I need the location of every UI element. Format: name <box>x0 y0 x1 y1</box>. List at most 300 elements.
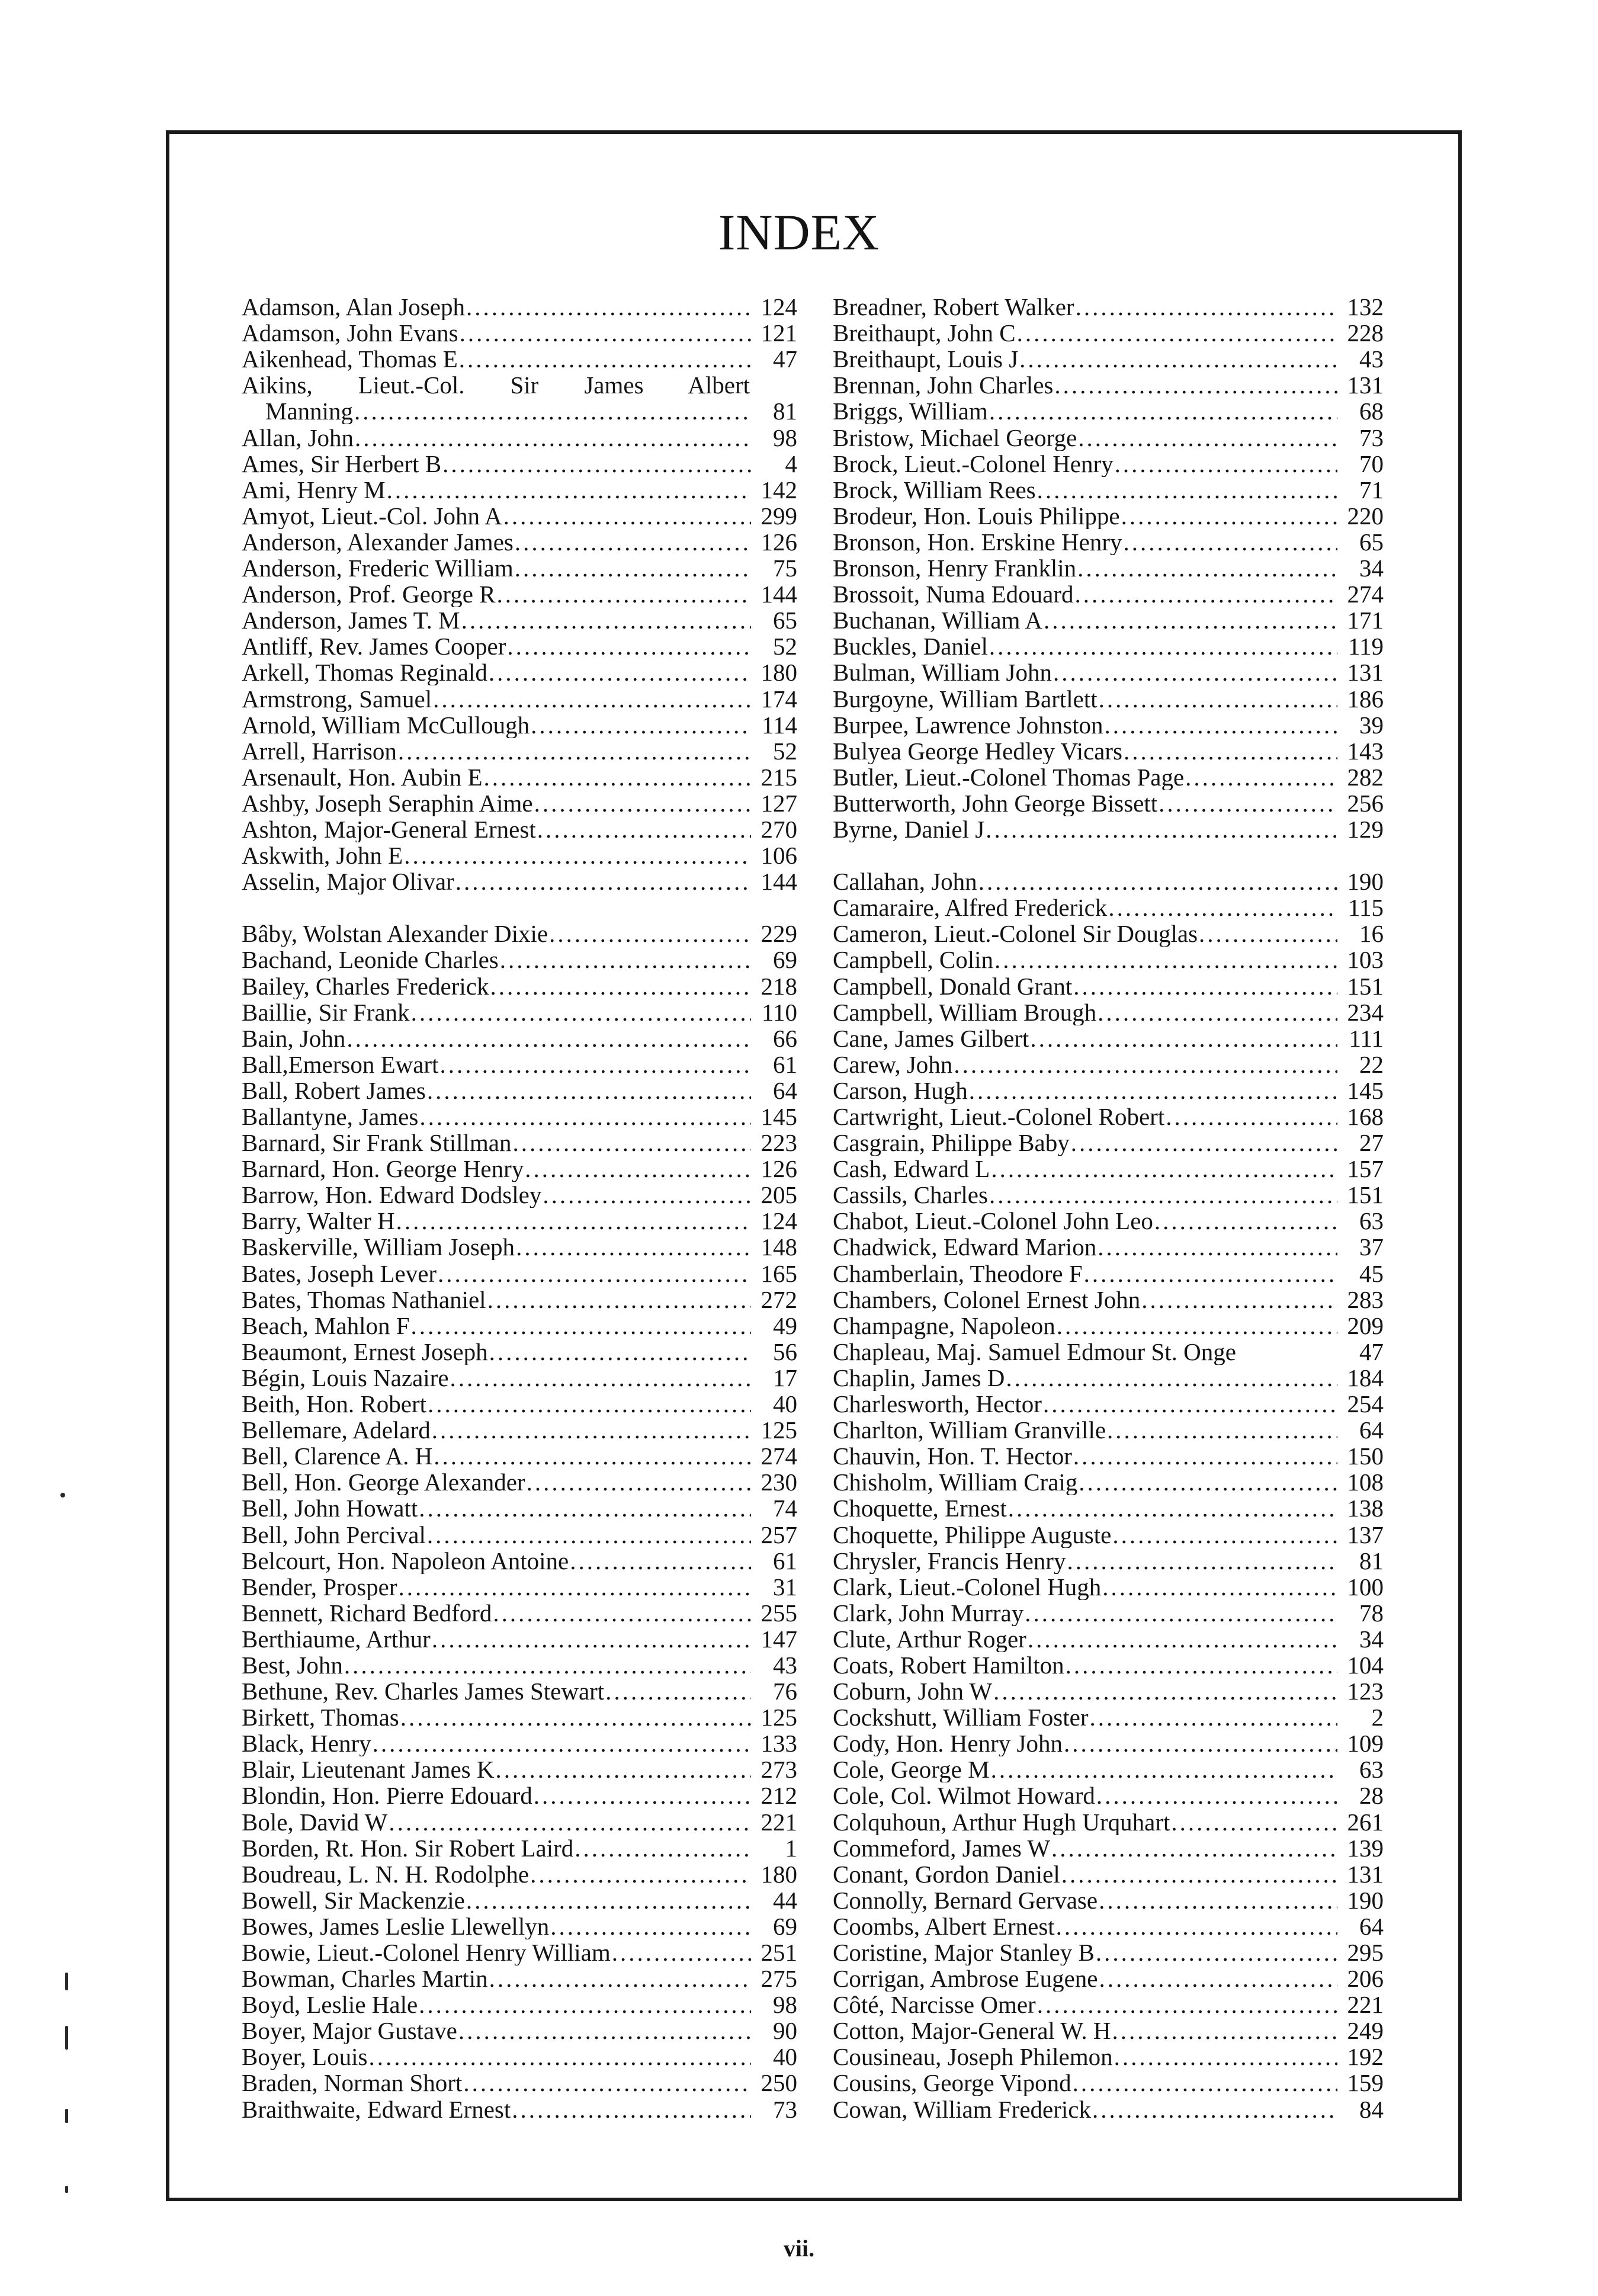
entry-name: Ball, Robert James <box>242 1077 426 1104</box>
entry-page-number: 52 <box>773 633 797 660</box>
entry-name: Casgrain, Philippe Baby <box>833 1130 1070 1156</box>
entry-page-number: 148 <box>761 1234 797 1261</box>
dot-leader <box>389 1809 751 1835</box>
page-number: vii. <box>783 2235 815 2262</box>
index-entry <box>242 764 797 790</box>
entry-name: Berthiaume, Arthur <box>242 1625 431 1652</box>
dot-leader <box>530 1861 751 1887</box>
index-entry <box>833 1652 1384 1678</box>
entry-name: Blondin, Hon. Pierre Edouard <box>242 1782 532 1809</box>
dot-leader <box>991 1756 1337 1782</box>
entry-page-number: 218 <box>761 973 797 999</box>
index-entry <box>242 1391 797 1417</box>
index-entry <box>242 738 797 764</box>
dot-leader <box>531 712 751 738</box>
index-entry <box>242 477 797 503</box>
index-entry <box>833 2044 1384 2070</box>
dot-leader <box>515 529 751 555</box>
entry-page-number: 256 <box>1347 790 1384 816</box>
index-entry <box>833 1548 1384 1574</box>
entry-name: Bowman, Charles Martin <box>242 1965 488 1992</box>
entry-name: Bâby, Wolstan Alexander Dixie <box>242 921 548 947</box>
index-entry <box>833 1965 1384 1992</box>
entry-page-number: 34 <box>1359 1625 1384 1652</box>
entry-page-number: 129 <box>1347 816 1384 842</box>
entry-name: Bristow, Michael George <box>833 424 1077 451</box>
entry-page-number: 221 <box>761 1808 797 1835</box>
entry-page-number: 56 <box>773 1338 797 1365</box>
entry-name: Bell, Hon. George Alexander <box>242 1469 525 1496</box>
dot-leader <box>1078 425 1337 451</box>
entry-name: Conant, Gordon Daniel <box>833 1861 1060 1887</box>
entry-page-number: 121 <box>761 320 797 347</box>
dot-leader <box>355 425 751 451</box>
scan-speck <box>60 1493 65 1497</box>
entry-page-number: 4 <box>785 450 797 477</box>
entry-name: Anderson, Alexander James <box>242 528 514 555</box>
index-column-right <box>833 294 1384 2122</box>
entry-page-number: 215 <box>761 764 797 790</box>
entry-name: Cockshutt, William Foster <box>833 1704 1089 1731</box>
index-entry <box>833 1600 1384 1626</box>
dot-leader <box>534 1782 751 1808</box>
index-entry <box>242 1652 797 1678</box>
entry-page-number: 64 <box>773 1077 797 1104</box>
index-entry <box>833 1835 1384 1861</box>
entry-name: Braithwaite, Edward Ernest <box>242 2096 511 2122</box>
entry-name: Bethune, Rev. Charles James Stewart <box>242 1678 605 1705</box>
dot-leader <box>575 1835 751 1861</box>
entry-name: Brennan, John Charles <box>833 372 1054 399</box>
index-entry <box>833 1756 1384 1782</box>
entry-page-number: 22 <box>1359 1051 1384 1078</box>
dot-leader <box>1066 1652 1337 1678</box>
dot-leader <box>550 1913 751 1939</box>
entry-name: Black, Henry <box>242 1730 371 1757</box>
entry-name: Ashby, Joseph Seraphin Aime <box>242 790 533 816</box>
entry-name: Cartwright, Lieut.-Colonel Robert <box>833 1103 1165 1130</box>
entry-name: Bell, John Percival <box>242 1521 426 1548</box>
entry-page-number: 114 <box>762 711 797 738</box>
entry-page-number: 151 <box>1347 1182 1384 1208</box>
index-entry <box>242 1626 797 1652</box>
entry-name: Butterworth, John George Bissett <box>833 790 1158 816</box>
entry-page-number: 63 <box>1359 1756 1384 1783</box>
entry-page-number: 230 <box>761 1469 797 1496</box>
index-entry <box>242 685 797 711</box>
entry-page-number: 126 <box>761 1156 797 1182</box>
entry-page-number: 228 <box>1347 320 1384 347</box>
entry-page-number: 52 <box>773 737 797 764</box>
entry-page-number: 180 <box>761 1861 797 1887</box>
entry-name: Barnard, Hon. George Henry <box>242 1156 524 1182</box>
index-entry <box>242 1756 797 1782</box>
index-entry <box>833 1992 1384 2018</box>
index-entry <box>242 1965 797 1992</box>
entry-page-number: 40 <box>773 2044 797 2070</box>
dot-leader <box>1061 1861 1337 1887</box>
dot-leader <box>543 1182 751 1208</box>
entry-page-number: 61 <box>773 1051 797 1078</box>
entry-name: Bulman, William John <box>833 659 1053 686</box>
dot-leader <box>1054 372 1337 398</box>
entry-page-number: 275 <box>761 1965 797 1992</box>
entry-name: Commeford, James W <box>833 1835 1051 1861</box>
dot-leader <box>459 346 751 372</box>
entry-page-number: 295 <box>1347 1939 1384 1965</box>
entry-name: Bronson, Henry Franklin <box>833 554 1077 582</box>
entry-page-number: 229 <box>761 921 797 947</box>
entry-page-number: 138 <box>1347 1495 1384 1522</box>
index-entry <box>242 424 797 450</box>
entry-page-number: 125 <box>761 1704 797 1731</box>
entry-page-number: 110 <box>762 999 797 1025</box>
index-entry <box>833 451 1384 477</box>
entry-page-number: 143 <box>1347 737 1384 764</box>
entry-page-number: 206 <box>1347 1965 1384 1992</box>
dot-leader <box>368 2044 751 2070</box>
dot-leader <box>1051 1835 1337 1861</box>
entry-page-number: 68 <box>1359 398 1384 425</box>
entry-name: Bell, John Howatt <box>242 1495 418 1522</box>
entry-name: Colquhoun, Arthur Hugh Urquhart <box>833 1808 1170 1835</box>
entry-page-number: 47 <box>773 346 797 373</box>
entry-page-number: 119 <box>1348 633 1384 660</box>
entry-name: Bowell, Sir Mackenzie <box>242 1887 465 1913</box>
index-entry <box>242 529 797 555</box>
entry-name: Chapleau, Maj. Samuel Edmour St. Onge <box>833 1338 1236 1365</box>
entry-page-number: 145 <box>1347 1077 1384 1104</box>
entry-name: Cane, James Gilbert <box>833 1025 1029 1051</box>
entry-name: Best, John <box>242 1652 343 1678</box>
dot-leader <box>954 1051 1337 1078</box>
entry-page-number: 234 <box>1347 999 1384 1025</box>
entry-page-number: 270 <box>761 816 797 842</box>
entry-name: Adamson, Alan Joseph <box>242 294 465 320</box>
dot-leader <box>1017 320 1337 346</box>
entry-name: Antliff, Rev. James Cooper <box>242 633 506 660</box>
index-entry <box>242 1130 797 1156</box>
entry-name: Cameron, Lieut.-Colonel Sir Douglas <box>833 921 1198 947</box>
entry-name: Chambers, Colonel Ernest John <box>833 1286 1141 1313</box>
dot-leader <box>427 1522 751 1548</box>
index-entry <box>242 1443 797 1469</box>
index-entry <box>242 1678 797 1704</box>
index-entry <box>242 372 797 398</box>
index-entry <box>833 294 1384 320</box>
scan-speck <box>65 2186 68 2193</box>
entry-name: Corrigan, Ambrose Eugene <box>833 1965 1098 1992</box>
index-entry <box>242 1600 797 1626</box>
entry-page-number: 65 <box>773 607 797 634</box>
entry-name: Campbell, Donald Grant <box>833 973 1073 999</box>
index-entry <box>242 1861 797 1887</box>
index-entry <box>833 738 1384 764</box>
index-entry <box>833 2070 1384 2096</box>
entry-page-number: 115 <box>1348 894 1384 921</box>
entry-name: Allan, John <box>242 424 354 451</box>
dot-leader <box>463 2070 751 2096</box>
dot-leader <box>411 1313 751 1339</box>
index-entry <box>242 2070 797 2096</box>
entry-name: Blair, Lieutenant James K <box>242 1756 495 1783</box>
dot-leader <box>549 921 751 947</box>
dot-leader <box>1037 477 1337 503</box>
dot-leader <box>1073 2070 1337 2096</box>
index-entry <box>833 1104 1384 1130</box>
entry-name: Ball,Emerson Ewart <box>242 1051 439 1078</box>
entry-name: Campbell, William Brough <box>833 999 1097 1025</box>
entry-page-number: 78 <box>1359 1599 1384 1626</box>
dot-leader <box>1102 1574 1337 1600</box>
entry-name: Carew, John <box>833 1051 953 1078</box>
entry-name: Brodeur, Hon. Louis Philippe <box>833 502 1120 529</box>
dot-leader <box>1098 1234 1337 1260</box>
entry-page-number: 255 <box>761 1599 797 1626</box>
entry-page-number: 90 <box>773 2018 797 2044</box>
dot-leader <box>442 451 751 477</box>
entry-page-number: 254 <box>1347 1390 1384 1418</box>
entry-name: Ami, Henry M <box>242 476 386 503</box>
index-entry <box>833 1808 1384 1835</box>
entry-page-number: 147 <box>761 1625 797 1652</box>
dot-leader <box>398 738 751 764</box>
dot-leader <box>1099 1887 1337 1913</box>
dot-leader <box>458 2018 751 2044</box>
dot-leader <box>1105 712 1337 738</box>
index-entry <box>242 1104 797 1130</box>
index-entry <box>833 973 1384 999</box>
dot-leader <box>1077 555 1337 581</box>
index-entry <box>242 1208 797 1234</box>
index-entry <box>833 1182 1384 1208</box>
entry-page-number: 104 <box>1347 1652 1384 1678</box>
dot-leader <box>1028 1626 1337 1652</box>
index-entry <box>242 1469 797 1495</box>
dot-leader <box>994 947 1337 973</box>
entry-name: Braden, Norman Short <box>242 2070 463 2096</box>
entry-name: Boyer, Major Gustave <box>242 2018 457 2044</box>
dot-leader <box>1043 1391 1337 1417</box>
index-entry <box>833 320 1384 346</box>
entry-name: Bennett, Richard Bedford <box>242 1599 492 1626</box>
index-entry <box>833 1626 1384 1652</box>
entry-name: Bates, Joseph Lever <box>242 1260 437 1287</box>
index-entry <box>242 1313 797 1339</box>
entry-page-number: 157 <box>1347 1156 1384 1182</box>
dot-leader <box>373 1730 751 1756</box>
entry-page-number: 125 <box>761 1417 797 1444</box>
entry-name: Bulyea George Hedley Vicars <box>833 737 1122 764</box>
index-entry <box>242 1339 797 1365</box>
entry-name: Bowie, Lieut.-Colonel Henry William <box>242 1939 611 1965</box>
entry-page-number: 106 <box>761 842 797 869</box>
index-entry <box>242 1548 797 1574</box>
entry-name: Baillie, Sir Frank <box>242 999 410 1025</box>
entry-page-number: 109 <box>1347 1730 1384 1757</box>
dot-leader <box>487 1287 751 1313</box>
index-entry <box>833 764 1384 790</box>
entry-name: Brock, Lieut.-Colonel Henry <box>833 450 1114 477</box>
entry-name: Beith, Hon. Robert <box>242 1390 427 1418</box>
entry-name: Cousins, George Vipond <box>833 2070 1071 2096</box>
index-entry <box>242 320 797 346</box>
entry-name: Manning <box>265 398 354 425</box>
entry-page-number: 299 <box>761 502 797 529</box>
entry-page-number: 249 <box>1347 2018 1384 2044</box>
dot-leader <box>1057 1313 1337 1339</box>
entry-name: Cash, Edward L <box>833 1156 990 1182</box>
index-entry <box>833 894 1384 921</box>
entry-page-number: 69 <box>773 947 797 973</box>
entry-page-number: 131 <box>1347 659 1384 686</box>
entry-name: Beach, Mahlon F <box>242 1312 410 1339</box>
entry-page-number: 47 <box>1359 1338 1384 1365</box>
entry-page-number: 103 <box>1347 947 1384 973</box>
entry-name: Barnard, Sir Frank Stillman <box>242 1130 512 1156</box>
index-entry <box>242 2044 797 2070</box>
index-entry <box>242 1078 797 1104</box>
entry-page-number: 66 <box>773 1025 797 1051</box>
entry-page-number: 205 <box>761 1182 797 1208</box>
entry-name: Buchanan, William A <box>833 607 1043 634</box>
index-entry <box>242 842 797 868</box>
index-entry <box>242 1939 797 1965</box>
entry-page-number: 27 <box>1359 1130 1384 1156</box>
index-entry <box>833 816 1384 842</box>
entry-page-number: 131 <box>1347 372 1384 399</box>
dot-leader <box>1159 790 1337 816</box>
index-entry <box>242 1260 797 1286</box>
entry-page-number: 273 <box>761 1756 797 1783</box>
dot-leader <box>1112 2018 1337 2044</box>
entry-page-number: 192 <box>1347 2044 1384 2070</box>
entry-page-number: 64 <box>1359 1913 1384 1939</box>
dot-leader <box>354 398 751 424</box>
entry-page-number: 186 <box>1347 685 1384 712</box>
entry-page-number: 282 <box>1347 764 1384 790</box>
entry-name: Chadwick, Edward Marion <box>833 1234 1097 1261</box>
entry-name: Charlton, William Granville <box>833 1417 1106 1444</box>
index-entry <box>242 1808 797 1835</box>
entry-page-number: 98 <box>773 1992 797 2018</box>
index-entry <box>242 1025 797 1051</box>
dot-leader <box>455 868 751 894</box>
entry-page-number: 73 <box>773 2096 797 2122</box>
index-entry <box>833 790 1384 816</box>
entry-name: Bégin, Louis Nazaire <box>242 1364 449 1391</box>
entry-name: Chaplin, James D <box>833 1364 1005 1391</box>
entry-page-number: 126 <box>761 528 797 555</box>
entry-name: Coristine, Major Stanley B <box>833 1939 1095 1965</box>
entry-name: Clute, Arthur Roger <box>833 1625 1026 1652</box>
dot-leader <box>404 842 751 868</box>
dot-leader <box>432 1417 751 1443</box>
index-entry <box>833 1025 1384 1051</box>
index-entry <box>833 1521 1384 1547</box>
scan-speck <box>65 1973 68 1990</box>
scan-speck <box>65 2026 68 2050</box>
entry-name: Cody, Hon. Henry John <box>833 1730 1063 1757</box>
dot-leader <box>439 1051 751 1078</box>
index-entry <box>242 1730 797 1756</box>
index-entry <box>242 1574 797 1600</box>
entry-page-number: 65 <box>1359 528 1384 555</box>
entry-name: Connolly, Bernard Gervase <box>833 1887 1098 1913</box>
entry-page-number: 108 <box>1347 1469 1384 1496</box>
scan-speck <box>65 2109 68 2123</box>
entry-page-number: 274 <box>761 1443 797 1470</box>
section-gap <box>242 894 797 921</box>
entry-name: Belcourt, Hon. Napoleon Antoine <box>242 1547 569 1574</box>
entry-name: Boyd, Leslie Hale <box>242 1992 418 2018</box>
index-entry <box>833 1913 1384 1939</box>
entry-name: Charlesworth, Hector <box>833 1390 1042 1418</box>
entry-name: Coats, Robert Hamilton <box>833 1652 1064 1678</box>
entry-page-number: 220 <box>1347 502 1384 529</box>
entry-page-number: 145 <box>761 1103 797 1130</box>
entry-name: Adamson, John Evans <box>242 320 458 347</box>
entry-page-number: 124 <box>761 1208 797 1234</box>
entry-page-number: 70 <box>1359 450 1384 477</box>
dot-leader <box>1115 451 1337 477</box>
index-entry <box>833 1495 1384 1521</box>
entry-page-number: 28 <box>1359 1782 1384 1809</box>
entry-page-number: 64 <box>1359 1417 1384 1444</box>
dot-leader <box>489 1339 751 1365</box>
entry-page-number: 16 <box>1359 921 1384 947</box>
entry-name: Côté, Narcisse Omer <box>833 1992 1036 2018</box>
dot-leader <box>503 503 751 529</box>
dot-leader <box>1079 1469 1337 1495</box>
dot-leader <box>428 1391 751 1417</box>
dot-leader <box>1121 503 1337 529</box>
dot-leader <box>489 659 751 685</box>
index-entry <box>242 1365 797 1391</box>
entry-page-number: 250 <box>761 2070 797 2096</box>
entry-page-number: 39 <box>1359 711 1384 738</box>
entry-name: Cousineau, Joseph Philemon <box>833 2044 1113 2070</box>
index-entry <box>833 1365 1384 1391</box>
entry-page-number: 81 <box>1359 1547 1384 1574</box>
index-entry <box>833 1730 1384 1756</box>
entry-name: Amyot, Lieut.-Col. John A <box>242 502 502 529</box>
dot-leader <box>1037 1992 1337 2018</box>
entry-page-number: 151 <box>1347 973 1384 999</box>
dot-leader <box>507 633 751 659</box>
entry-name: Barry, Walter H <box>242 1208 395 1234</box>
index-entry <box>833 1208 1384 1234</box>
entry-page-number: 165 <box>761 1260 797 1287</box>
dot-leader <box>989 398 1337 424</box>
dot-leader <box>978 868 1337 894</box>
dot-leader <box>570 1548 751 1574</box>
index-entry <box>833 2018 1384 2044</box>
dot-leader <box>1053 659 1337 685</box>
entry-page-number: 139 <box>1347 1835 1384 1861</box>
dot-leader <box>1141 1287 1337 1313</box>
entry-name: Bachand, Leonide Charles <box>242 947 499 973</box>
dot-leader <box>411 999 751 1025</box>
entry-name: Buckles, Daniel <box>833 633 988 660</box>
dot-leader <box>1098 999 1337 1025</box>
index-entry <box>242 712 797 738</box>
dot-leader <box>1019 346 1337 372</box>
dot-leader <box>1185 764 1337 790</box>
entry-name: Anderson, James T. M <box>242 607 460 634</box>
entry-name: Armstrong, Samuel <box>242 685 432 712</box>
index-entry <box>833 1704 1384 1730</box>
